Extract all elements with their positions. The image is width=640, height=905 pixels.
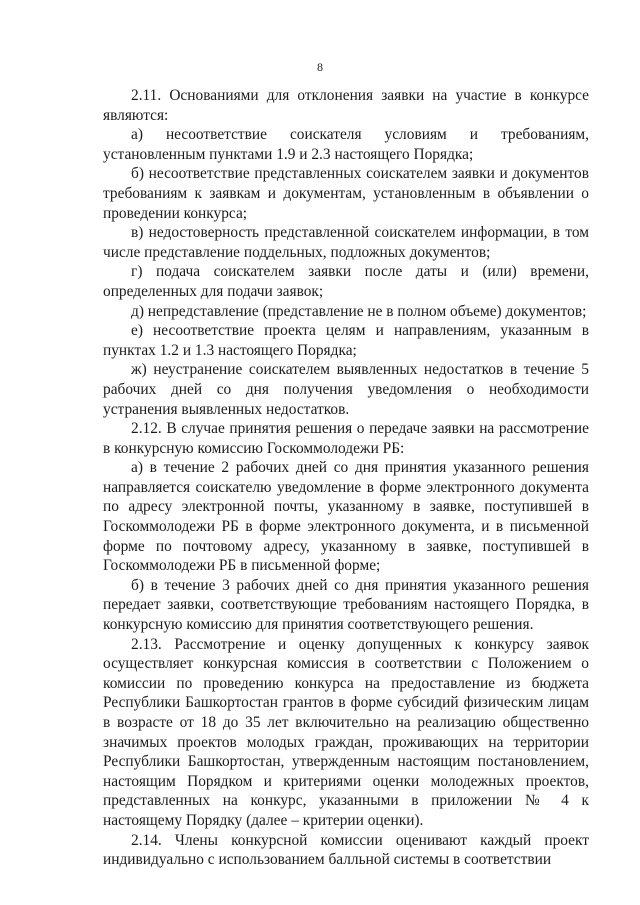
paragraph-2-14: 2.14. Члены конкурсной комиссии оценивают каждый проект индивидуально с использованием балльной системы в соответствии xyxy=(103,831,589,869)
paragraph-2-11-g: г) подача соискателем заявки после даты и (или) времени, определенных для подачи заявок; xyxy=(103,263,589,300)
paragraph-2-11: 2.11. Основаниями для отклонения заявки на участие в конкурсе являются: xyxy=(103,87,589,124)
paragraph-2-11-b: б) несоответствие представленных соискателем заявки и документов требованиям к заявкам и документам, установленным в объявлении о проведении конкурса; xyxy=(103,165,589,222)
paragraph-2-12: 2.12. В случае принятия решения о передаче заявки на рассмотрение в конкурсную комиссию Госкоммолодежи РБ: xyxy=(103,420,589,457)
document-body xyxy=(103,86,589,870)
paragraph-2-11-zh: ж) неустранение соискателем выявленных недостатков в течение 5 рабочих дней со дня получения уведомления о необходимости устранения выявленных недостатков. xyxy=(103,361,589,418)
paragraph-2-11-e: е) несоответствие проекта целям и направлениям, указанным в пунктах 1.2 и 1.3 настоящего Порядка; xyxy=(103,322,589,359)
paragraph-2-13: 2.13. Рассмотрение и оценку допущенных к конкурсу заявок осуществляет конкурсная комиссия в соответствии с Положением о комиссии по проведению конкурса на предоставление из бюджета Республики Башкортостан грантов в форме субсидий физическим лицам в возрасте от 18 до 35 лет включительно на реализацию общественно значимых проектов молодых граждан, проживающих на территории Республики Башкортостан, утвержденным настоящим постановлением, настоящим Порядком и критериями оценки молодежных проектов, представленных на конкурс, указанными в приложении № 4 к настоящему Порядку (далее – критерии оценки). xyxy=(103,635,589,829)
paragraph-2-11-a: а) несоответствие соискателя условиям и требованиям, установленным пунктами 1.9 и 2.3 настоящего Порядка; xyxy=(103,126,589,163)
paragraph-2-11-d: д) непредставление (представление не в полном объеме) документов; xyxy=(131,302,587,320)
paragraph-2-11-v: в) недостоверность представленной соискателем информации, в том числе представление поддельных, подложных документов; xyxy=(103,224,589,261)
paragraph-2-12-b: б) в течение 3 рабочих дней со дня принятия указанного решения передает заявки, соответствующие требованиям настоящего Порядка, в конкурсную комиссию для принятия соответствующего решения. xyxy=(103,576,589,634)
paragraph-2-12-a: а) в течение 2 рабочих дней со дня принятия указанного решения направляется соискателю уведомление в форме электронного документа по адресу электронной почты, указанному в заявке, поступившей в Госкоммолодежи РБ в форме электронного документа, и в письменной форме по почтовому адресу, указанному в заявке, поступившей в Госкоммолодежи РБ в письменной форме; xyxy=(103,459,589,575)
page-number: 8 xyxy=(317,60,323,74)
